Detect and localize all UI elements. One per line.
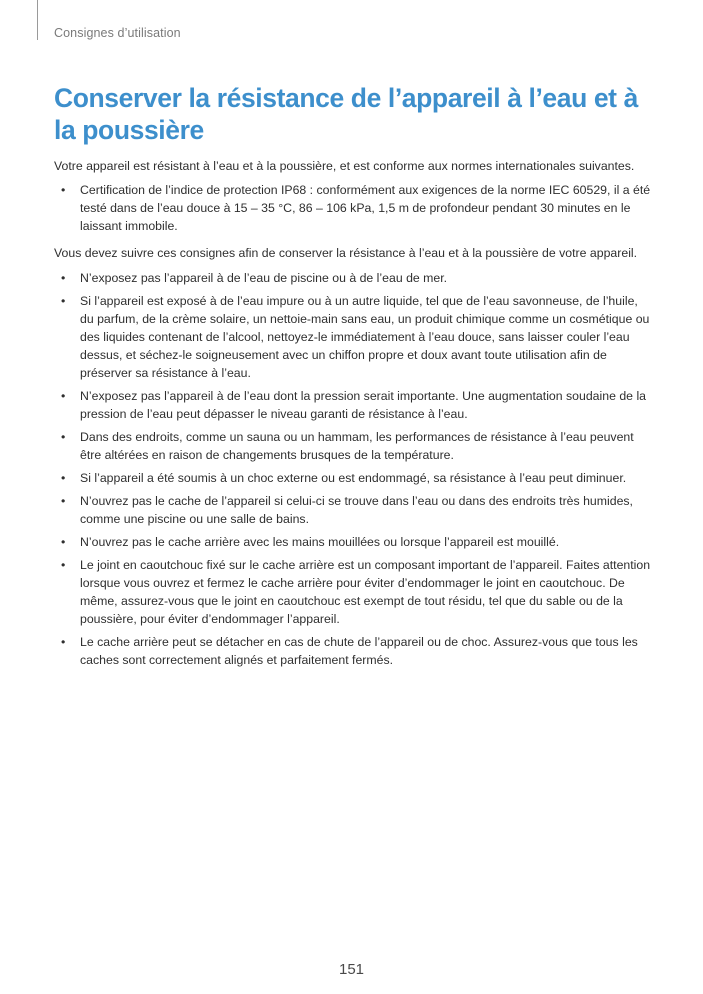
list-item-text: Certification de l’indice de protection IP68 : conformément aux exigences de la norme IEC 60529, il a été testé dans de l’eau douce à 15 – 35 °C, 86 – 106 kPa, 1,5 m de profondeur pendant 30 minutes en le laissant immobile. xyxy=(80,183,651,233)
bullet-icon: • xyxy=(61,430,66,444)
bullet-icon: • xyxy=(61,183,66,197)
list-item xyxy=(54,181,654,235)
list-item-text: N’ouvrez pas le cache de l’appareil si celui-ci se trouve dans l’eau ou dans des endroits très humides, comme une piscine ou une salle de bains. xyxy=(80,494,633,526)
list-item xyxy=(54,492,654,528)
list-item-text: N’exposez pas l’appareil à de l’eau dont la pression serait importante. Une augmentation soudaine de la pression de l’eau peut dépasser le niveau garanti de résistance à l’eau. xyxy=(80,389,647,421)
bullet-icon: • xyxy=(61,471,66,485)
list-item xyxy=(54,387,654,423)
list-item xyxy=(54,633,654,669)
bullet-icon: • xyxy=(61,635,66,649)
guidelines-intro: Vous devez suivre ces consignes afin de conserver la résistance à l’eau et à la poussière de votre appareil. xyxy=(54,246,638,260)
guidelines-list xyxy=(54,269,654,669)
bullet-icon: • xyxy=(61,389,66,403)
list-item xyxy=(54,428,654,464)
list-item-text: Le joint en caoutchouc fixé sur le cache arrière est un composant important de l’appareil. Faites attention lorsque vous ouvrez et fermez le cache arrière pour éviter d’endommager le joint en caoutchouc. De même, assurez-vous que le joint en caoutchouc est exempt de tout résidu, tel que du sable ou de la poussière, pour éviter d’endommager l’appareil. xyxy=(80,558,651,626)
bullet-icon: • xyxy=(61,494,66,508)
page-number: 151 xyxy=(338,961,365,978)
intro-paragraph: Votre appareil est résistant à l’eau et à la poussière, et est conforme aux normes internationales suivantes. xyxy=(54,159,635,173)
list-item-text: N’ouvrez pas le cache arrière avec les mains mouillées ou lorsque l’appareil est mouillé. xyxy=(80,535,560,549)
list-item-text: Dans des endroits, comme un sauna ou un hammam, les performances de résistance à l’eau peuvent être altérées en raison de changements brusques de la température. xyxy=(80,430,634,462)
header-divider xyxy=(37,0,38,40)
list-item xyxy=(54,556,654,628)
list-item xyxy=(54,292,654,382)
bullet-icon: • xyxy=(61,535,66,549)
bullet-icon: • xyxy=(61,558,66,572)
section-label: Consignes d’utilisation xyxy=(54,26,181,40)
bullet-icon: • xyxy=(61,271,66,285)
page-title: Conserver la résistance de l’appareil à l’eau et à la poussière xyxy=(54,83,638,145)
list-item-text: Si l’appareil est exposé à de l’eau impure ou à un autre liquide, tel que de l’eau savonneuse, de l’huile, du parfum, de la crème solaire, un nettoie-main sans eau, un produit chimique comme un cosmétique ou des liquides contenant de l’alcool, nettoyez-le immédiatement à l’eau douce, sans laisser couler l’eau dessus, et séchez-le soigneusement avec un chiffon propre et doux avant toute utilisation afin de préserver sa résistance à l’eau. xyxy=(80,294,650,380)
list-item xyxy=(54,269,654,287)
list-item-text: N’exposez pas l’appareil à de l’eau de piscine ou à de l’eau de mer. xyxy=(80,271,448,285)
certification-list xyxy=(54,181,654,235)
list-item-text: Le cache arrière peut se détacher en cas de chute de l’appareil ou de choc. Assurez-vous que tous les caches sont correctement alignés et parfaitement fermés. xyxy=(80,635,638,667)
list-item-text: Si l’appareil a été soumis à un choc externe ou est endommagé, sa résistance à l’eau peut diminuer. xyxy=(80,471,627,485)
list-item xyxy=(54,533,654,551)
list-item xyxy=(54,469,654,487)
bullet-icon: • xyxy=(61,294,66,308)
main-content xyxy=(54,157,654,677)
